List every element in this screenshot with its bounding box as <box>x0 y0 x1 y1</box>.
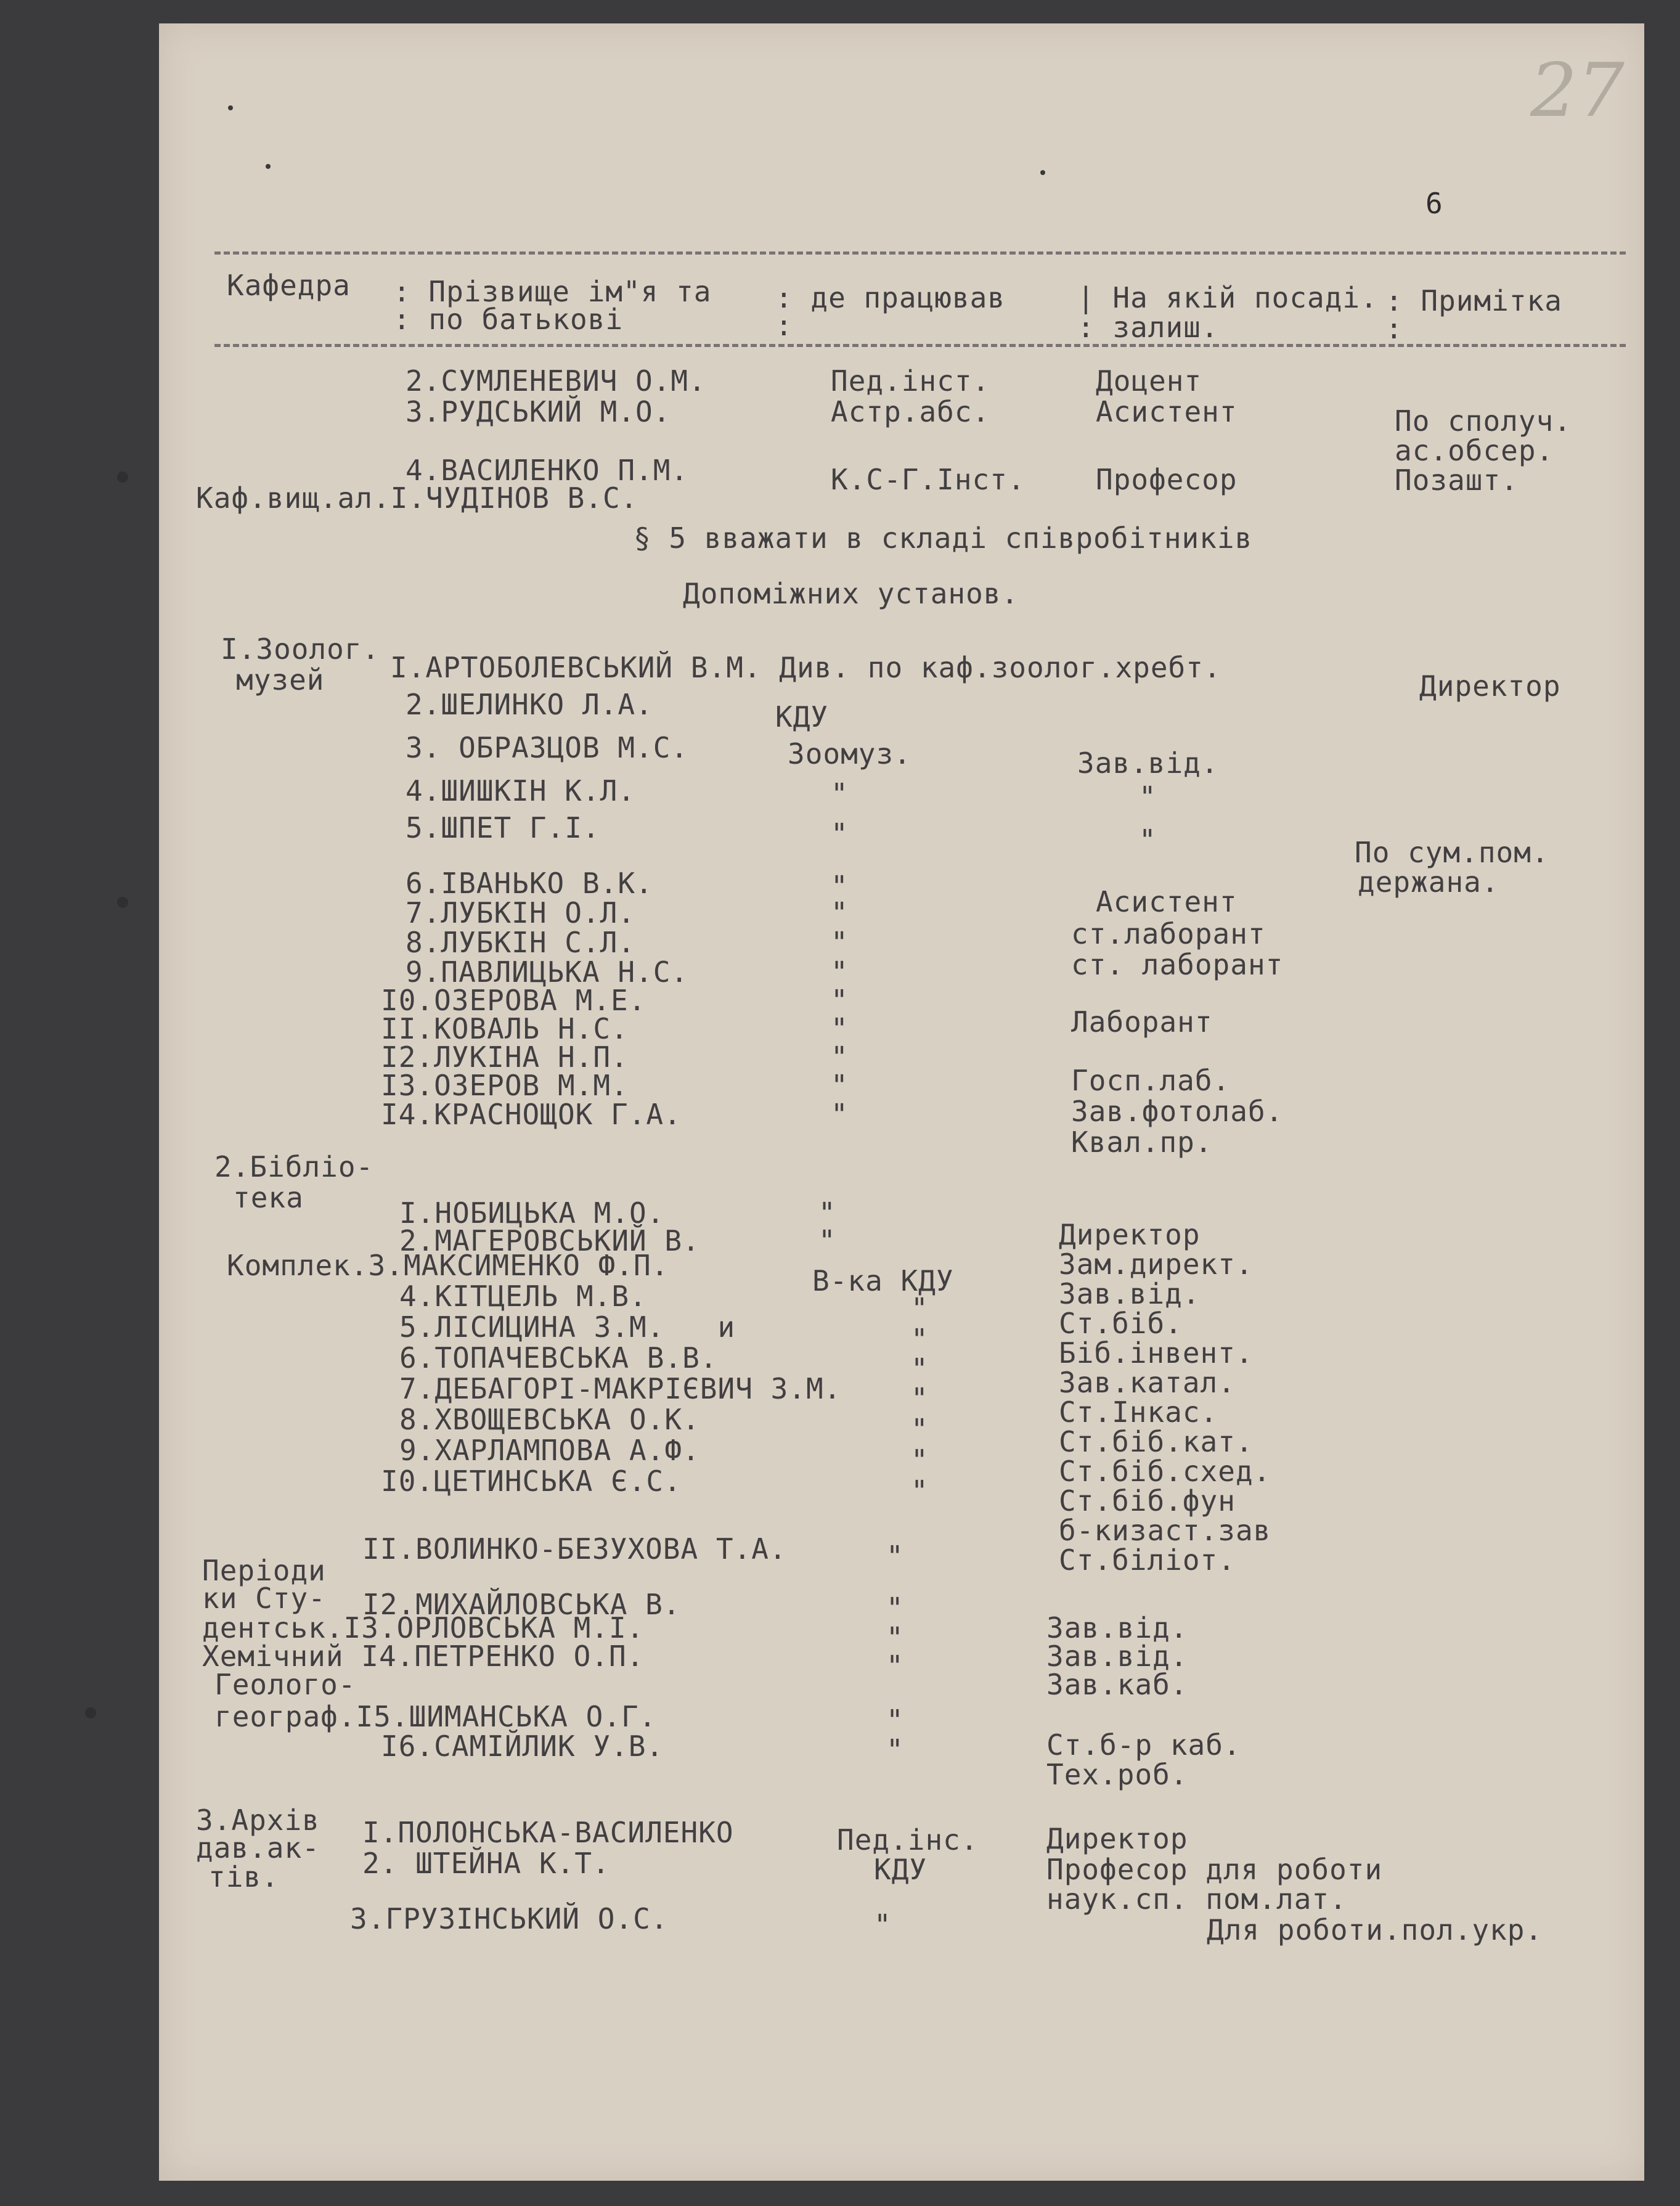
document-line: § 5 вважати в складі співробітників <box>634 521 1253 555</box>
document-line: " <box>911 1352 929 1386</box>
document-line: " <box>886 1733 904 1767</box>
header-col-note-line2: : <box>1385 312 1403 345</box>
header-col-department: Кафедра <box>227 269 351 302</box>
document-line: " <box>831 926 849 959</box>
document-line: Ст.біб.схед. <box>1059 1455 1271 1488</box>
document-line: " <box>911 1292 929 1325</box>
document-line: Зав.від. <box>1046 1611 1188 1644</box>
archive-number: 27 <box>1530 48 1625 134</box>
punch-hole <box>117 472 128 483</box>
document-line: КДУ <box>874 1853 928 1886</box>
document-line: 8.ХВОЩЕВСЬКА О.К. <box>399 1403 700 1436</box>
document-line: Зам.директ. <box>1059 1248 1254 1281</box>
document-line: 2.Бібліо- <box>214 1150 374 1183</box>
document-line: " <box>911 1474 929 1508</box>
document-line: ІІ.КОВАЛЬ Н.С. <box>381 1012 629 1045</box>
document-line: І3.ОЗЕРОВ М.М. <box>381 1069 629 1102</box>
document-line: 5.ЛІСИЦИНА З.М. и <box>399 1310 736 1344</box>
document-line: Директор <box>1419 669 1561 703</box>
document-line: " <box>886 1540 904 1573</box>
document-line: Асистент <box>1096 395 1238 428</box>
document-line: Ст.біб.кат. <box>1059 1425 1254 1458</box>
document-line: Ст.біб.фун <box>1059 1484 1236 1518</box>
header-top-rule <box>214 251 1626 255</box>
document-line: Пед.інс. <box>837 1823 979 1857</box>
document-line: музей <box>236 663 325 697</box>
document-line: І.АРТОБОЛЕВСЬКИЙ В.М. Див. по каф.зоолог.хребт. <box>390 651 1221 684</box>
document-line: Зав.від. <box>1059 1277 1201 1310</box>
document-line: ки Сту- <box>202 1582 326 1615</box>
document-line: Ст.б-р каб. <box>1046 1728 1241 1762</box>
document-line: 4.ВАСИЛЕНКО П.М. <box>406 454 689 487</box>
document-line: Ст.біліот. <box>1059 1543 1236 1577</box>
document-line: " <box>911 1323 929 1356</box>
document-line: 3. ОБРАЗЦОВ М.С. <box>406 731 689 764</box>
document-line: тека <box>233 1181 304 1214</box>
paper-mark <box>1040 170 1045 175</box>
document-line: " <box>831 1098 849 1131</box>
document-line: держана. <box>1358 865 1499 899</box>
document-line: К.С-Г.Інст. <box>831 463 1026 496</box>
document-line: І0.ОЗЕРОВА М.Е. <box>381 984 646 1017</box>
document-line: наук.сп. пом.лат. <box>1046 1882 1347 1916</box>
document-line: Позашт. <box>1395 464 1519 497</box>
document-line: Астр.абс. <box>831 395 990 428</box>
document-line: ІІ.ВОЛИНКО-БЕЗУХОВА Т.А. <box>362 1532 787 1566</box>
document-line: б-кизаст.зав <box>1059 1514 1271 1547</box>
paper-mark <box>228 105 233 110</box>
document-line: " <box>831 955 849 989</box>
document-line: 2.МАГЕРОВСЬКИЙ В. <box>399 1224 700 1257</box>
header-bottom-rule <box>214 344 1626 347</box>
page-number: 6 <box>1425 187 1443 220</box>
document-line: " <box>886 1591 904 1625</box>
document-line: Геолого- <box>214 1668 356 1701</box>
document-line: Доцент <box>1096 364 1202 398</box>
document-line: І.ПОЛОНСЬКА-ВАСИЛЕНКО <box>362 1816 734 1849</box>
document-line: 7.ЛУБКІН О.Л. <box>406 896 636 929</box>
document-line: КДУ <box>775 700 829 733</box>
document-line: По сум.пом. <box>1355 836 1549 869</box>
document-line: " <box>831 817 849 851</box>
document-line: Зав.каб. <box>1046 1668 1188 1701</box>
header-col-name-line2: : по батькові <box>393 303 624 336</box>
document-line: ас.обсер. <box>1395 434 1554 467</box>
document-line: 9.ПАВЛИЦЬКА Н.С. <box>406 955 689 989</box>
document-line: " <box>911 1382 929 1415</box>
document-line: " <box>911 1444 929 1477</box>
paper-mark <box>266 164 271 169</box>
document-line: І.Зоолог. <box>221 632 380 666</box>
document-line: І0.ЦЕТИНСЬКА Є.С. <box>381 1465 682 1498</box>
document-line: Комплек.3.МАКСИМЕНКО Ф.П. <box>227 1249 669 1282</box>
header-col-name-line1: : Прізвище ім"я та <box>393 275 712 308</box>
document-line: 3.Архів <box>196 1804 320 1837</box>
document-line: 7.ДЕБАГОРІ-МАКРІЄВИЧ З.М. <box>399 1372 842 1405</box>
document-line: Зав.катал. <box>1059 1366 1236 1399</box>
document-line: Зоомуз. <box>788 737 911 770</box>
document-line: ст. лаборант <box>1071 948 1284 981</box>
document-line: " <box>818 1196 836 1230</box>
header-col-workplace-line1: : де працював <box>775 281 1006 314</box>
document-line: 3.ГРУЗІНСЬКИЙ О.С. <box>350 1902 669 1935</box>
document-line: Ст.біб. <box>1059 1307 1183 1340</box>
document-line: Директор <box>1046 1822 1188 1855</box>
document-line: Квал.пр. <box>1071 1125 1213 1159</box>
document-line: 4.ШИШКІН К.Л. <box>406 774 636 807</box>
scan-background <box>0 0 160 2206</box>
document-line: Пед.інст. <box>831 364 990 398</box>
document-line: " <box>818 1224 836 1257</box>
document-line: Допоміжних установ. <box>683 577 1019 610</box>
document-line: Для роботи.пол.укр. <box>1207 1913 1543 1947</box>
document-line: " <box>911 1413 929 1446</box>
document-line: " <box>831 777 849 811</box>
document-line: І.НОБИЦЬКА М.О. <box>399 1196 665 1230</box>
document-line: " <box>831 984 849 1017</box>
document-line: " <box>831 1069 849 1102</box>
document-line: Професор <box>1096 463 1238 496</box>
document-line: Тех.роб. <box>1046 1758 1188 1791</box>
document-page <box>159 23 1644 2181</box>
document-line: " <box>831 1012 849 1045</box>
document-line: Асистент <box>1096 885 1238 918</box>
document-line: Ст.Інкас. <box>1059 1395 1218 1429</box>
document-line: 6.ТОПАЧЕВСЬКА В.В. <box>399 1341 718 1375</box>
document-line: 2.СУМЛЕНЕВИЧ О.М. <box>406 364 706 398</box>
document-line: 4.КІТЦЕЛЬ М.В. <box>399 1280 647 1313</box>
document-line: 2.ШЕЛИНКО Л.А. <box>406 688 653 721</box>
document-line: Зав.від. <box>1077 746 1219 780</box>
document-line: " <box>831 896 849 929</box>
document-line: І6.САМІЙЛИК У.В. <box>381 1730 664 1763</box>
document-line: " <box>831 1040 849 1074</box>
document-line: Госп.лаб. <box>1071 1064 1231 1097</box>
document-line: " <box>886 1704 904 1737</box>
document-line: 5.ШПЕТ Г.І. <box>406 811 600 844</box>
document-line: " <box>886 1621 904 1654</box>
document-line: І2.МИХАЙЛОВСЬКА В. <box>362 1588 681 1621</box>
document-line: ст.лаборант <box>1071 917 1266 950</box>
document-line: тів. <box>208 1860 279 1893</box>
document-line: дентськ.І3.ОРЛОВСЬКА М.І. <box>202 1611 645 1644</box>
document-line: І2.ЛУКІНА Н.П. <box>381 1040 629 1074</box>
document-line: В-ка КДУ <box>812 1264 954 1297</box>
document-line: Зав.фотолаб. <box>1071 1095 1284 1128</box>
document-line: Лаборант <box>1071 1005 1213 1039</box>
header-col-note-line1: : Примітка <box>1385 284 1562 317</box>
document-line: І4.КРАСНОЩОК Г.А. <box>381 1098 682 1131</box>
document-line: " <box>874 1908 892 1942</box>
document-line: Професор для роботи <box>1046 1853 1383 1886</box>
document-line: географ.І5.ШИМАНСЬКА О.Г. <box>214 1700 657 1733</box>
document-line: " <box>1139 780 1157 814</box>
document-line: Періоди <box>202 1554 326 1587</box>
punch-hole <box>117 897 128 908</box>
punch-hole <box>85 1707 96 1718</box>
header-col-workplace-line2: : <box>775 309 793 342</box>
document-line: Зав.від. <box>1046 1640 1188 1673</box>
document-line: 6.ІВАНЬКО В.К. <box>406 867 653 900</box>
header-col-position-line2: : залиш. <box>1077 311 1219 344</box>
document-line: 8.ЛУБКІН С.Л. <box>406 926 636 959</box>
document-line: Каф.вищ.ал.І.ЧУДІНОВ В.С. <box>196 481 638 515</box>
document-line: " <box>886 1649 904 1683</box>
document-line: По сполуч. <box>1395 404 1572 438</box>
document-line: 2. ШТЕЙНА К.Т. <box>362 1847 610 1880</box>
header-col-position-line1: | На якій посаді. <box>1077 281 1378 314</box>
document-line: Директор <box>1059 1218 1201 1251</box>
document-line: 9.ХАРЛАМПОВА А.Ф. <box>399 1434 700 1467</box>
document-line: 3.РУДСЬКИЙ М.О. <box>406 395 671 428</box>
document-line: дав.ак- <box>196 1831 320 1865</box>
document-line: Біб.інвент. <box>1059 1336 1254 1370</box>
document-line: " <box>1139 823 1157 857</box>
document-line: " <box>831 870 849 903</box>
document-line: Хемічний І4.ПЕТРЕНКО О.П. <box>202 1640 645 1673</box>
